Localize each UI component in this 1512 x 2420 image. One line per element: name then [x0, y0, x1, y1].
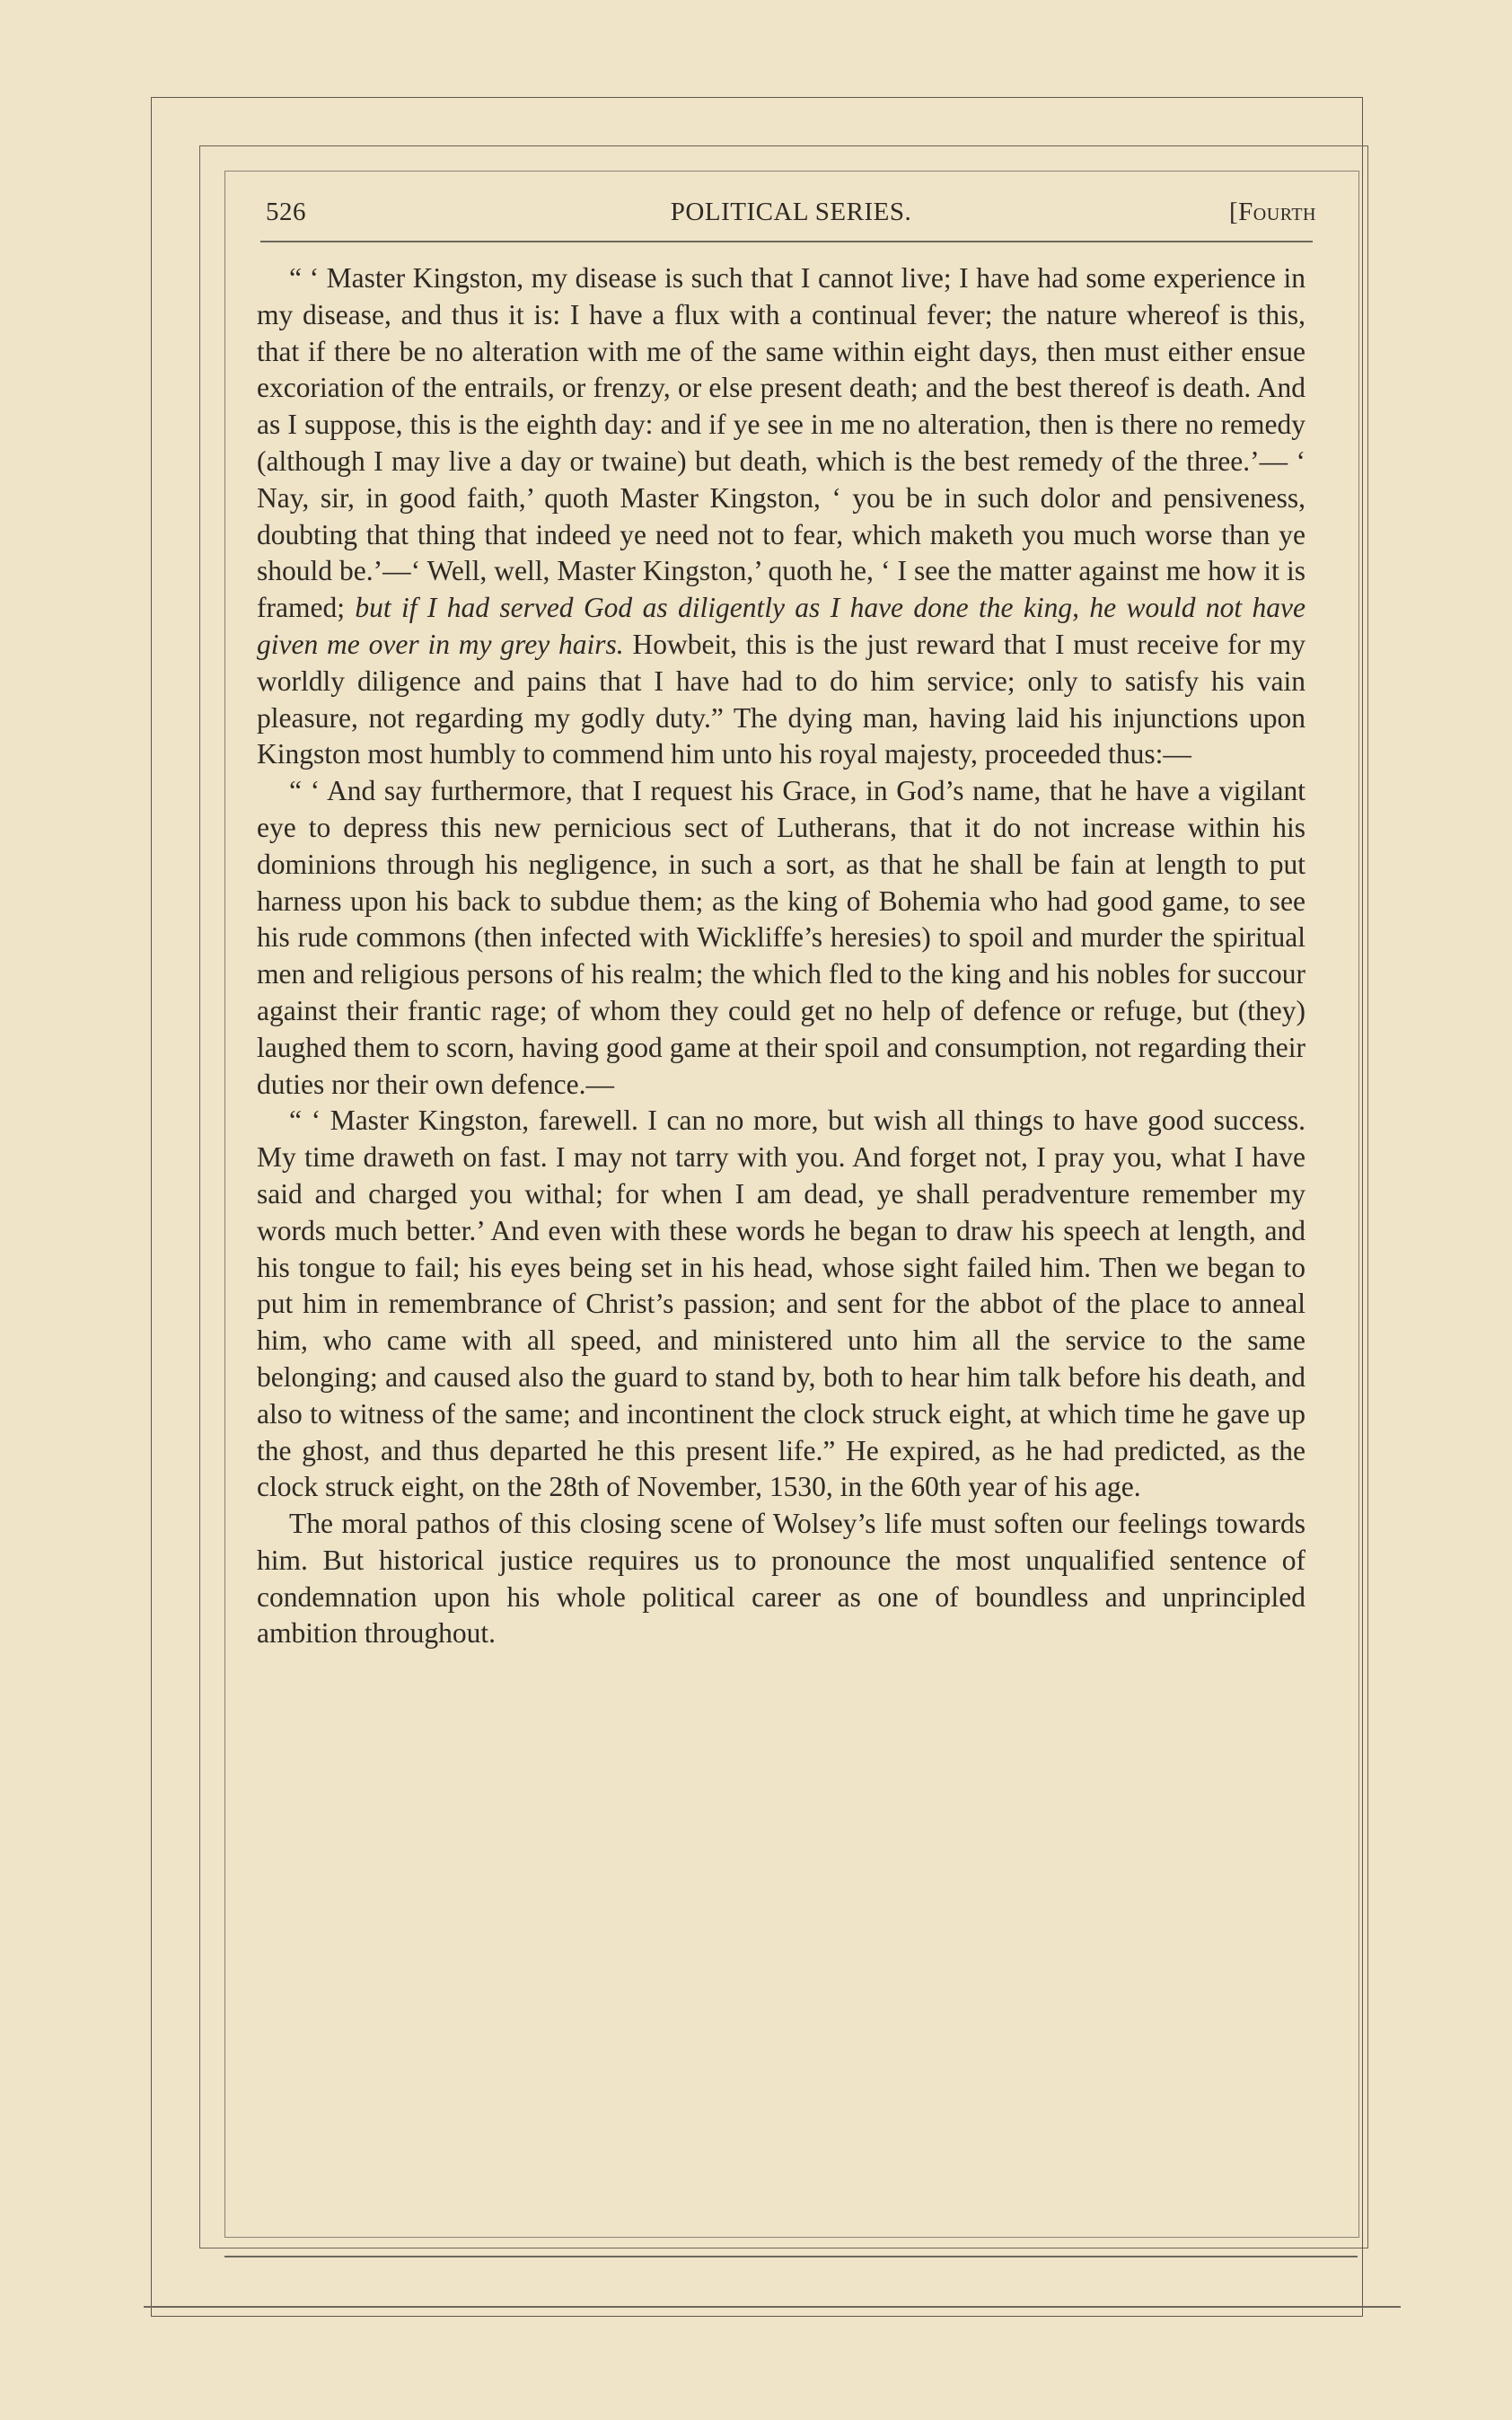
- page-number: 526: [266, 198, 306, 226]
- bottom-rule: [144, 2306, 1401, 2308]
- running-header: [266, 192, 1316, 237]
- paragraph-1-text: “ ‘ Master Kingston, my disease is such that I cannot live; I have had some experience in my disease, and thus it is: I have a flux with a continual fever; the nature whereof is this, that if there be no alteration with me of the same within eight days, then must either ensue excoriation of the entrails, or frenzy, or else present death; and the best thereof is death. And as I suppose, this is the eighth day: and if ye see in me no alteration, then is there no remedy (although I may live a day or twaine) but death, which is the best remedy of the three.’— ‘ Nay, sir, in good faith,’ quoth Master Kingston, ‘ you be in such dolor and pensiveness, doubting that thing that indeed ye need not to fear, which maketh you much worse than ye should be.’—‘ Well, well, Master Kingston,’ quoth he, ‘ I see the matter against me how it is framed;: [257, 262, 1305, 624]
- paragraph-1: [257, 260, 1305, 773]
- header-rule: [260, 241, 1313, 242]
- body-text: [257, 260, 1305, 1652]
- paragraph-1-text-after: Howbeit, this is the just reward that I must receive for my worldly diligence and pains that I have had to do him service; only to satisfy his vain pleasure, not regarding my godly duty.” The dying man, having laid his injunctions upon Kingston most humbly to commend him unto his royal majesty, proceeded thus:—: [257, 628, 1306, 770]
- running-section: [Fourth: [1229, 198, 1316, 226]
- paragraph-4: The moral pathos of this closing scene of Wolsey’s life must soften our feelings towards him. But historical justice requires us to pronounce the most unqualified sentence of condemnation upon his whole political career as one of boundless and unprincipled ambition throughout.: [257, 1508, 1305, 1650]
- paragraph-3: “ ‘ Master Kingston, farewell. I can no more, but wish all things to have good success. My time draweth on fast. I may not tarry with you. And forget not, I pray you, what I have said and charged you withal; for when I am dead, ye shall peradventure remember my words much better.’ And even with these words he began to draw his speech at length, and his tongue to fail; his eyes being set in his head, whose sight failed him. Then we began to put him in remembrance of Christ’s passion; and sent for the abbot of the place to anneal him, who came with all speed, and ministered unto him all the service to the same belonging; and caused also the guard to stand by, both to hear him talk before his death, and also to witness of the same; and incontinent the clock struck eight, at which time he gave up the ghost, and thus departed he this present life.” He expired, as he had predicted, as the clock struck eight, on the 28th of November, 1530, in the 60th year of his age.: [257, 1104, 1305, 1503]
- paragraph-1-emphasis: but if I had served God as diligently as I have done the king, he would not have given me over in my grey hairs.: [257, 592, 1305, 660]
- bottom-inner-rule: [224, 2256, 1358, 2257]
- running-title: POLITICAL SERIES.: [670, 198, 912, 226]
- paragraph-2: “ ‘ And say furthermore, that I request his Grace, in God’s name, that he have a vigilant eye to depress this new pernicious sect of Lutherans, that it do not increase within his dominions through his negligence, in such a sort, as that he shall be fain at length to put harness upon his back to subdue them; as the king of Bohemia who had good game, to see his rude commons (then infected with Wickliffe’s heresies) to spoil and murder the spiritual men and religious persons of his realm; the which fled to the king and his nobles for succour against their frantic rage; of whom they could get no help of defence or refuge, but (they) laughed them to scorn, having good game at their spoil and consumption, not regarding their duties nor their own defence.—: [257, 775, 1305, 1100]
